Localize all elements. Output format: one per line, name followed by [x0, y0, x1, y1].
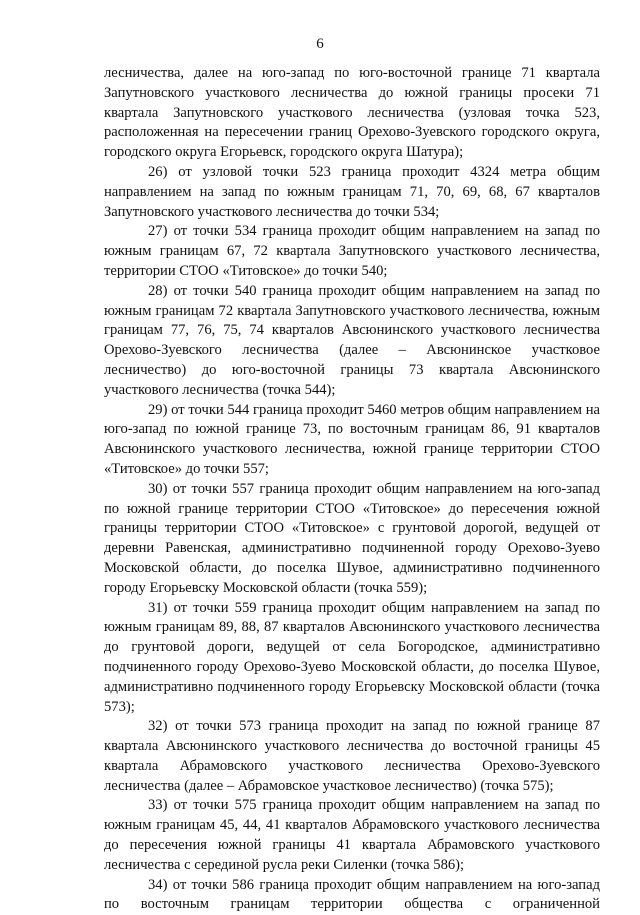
page-number: 6 [316, 36, 324, 52]
paragraph-32: 32) от точки 573 граница проходит на запад по южной границе 87 квартала Авсюнинского участкового лесничества до восточной границы 45 квартала Абрамовского участкового лесничества Орехово-Зуевского лесничества (далее – Абрамовское участковое лесничество) (точка 575); [104, 718, 600, 794]
paragraph-26: 26) от узловой точки 523 граница проходит 4324 метра общим направлением на запад по южным границам 71, 70, 69, 68, 67 кварталов Запутновского участкового лесничества до точки 534; [104, 163, 600, 220]
paragraph-25-continuation: лесничества, далее на юго-запад по юго-восточной границе 71 квартала Запутновского участкового лесничества до южной границы просеки 71 квартала Запутновского участкового лесничества (узловая точка 523, расположенная на пересечении границ Орехово-Зуевского городского округа, городского округа Егорьевск, городского округа Шатура); [104, 65, 600, 161]
paragraph-29: 29) от точки 544 граница проходит 5460 метров общим направлением на юго-запад по южной границе 73, по восточным границам 86, 91 кварталов Авсюнинского участкового лесничества, южной границе территории СТОО «Титовское» до точки 557; [104, 401, 600, 477]
paragraph-27: 27) от точки 534 граница проходит общим направлением на запад по южным границам 67, 72 квартала Запутновского участкового лесничества, территории СТОО «Титовское» до точки 540; [104, 223, 600, 279]
paragraph-31: 31) от точки 559 граница проходит общим направлением на запад по южным границам 89, 88, 87 кварталов Авсюнинского участкового лесничества до грунтовой дороги, ведущей от села Богородское, административно подчиненного городу Орехово-Зуево Московской области, до поселка Шувое, административно подчиненного городу Егорьевску Московской области (точка 573); [104, 599, 600, 715]
paragraph-33: 33) от точки 575 граница проходит общим направлением на запад по южным границам 45, 44, 41 кварталов Абрамовского участкового лесничества до пересечения южной границы 41 квартала Абрамовского участкового лесничества с серединой русла реки Силенки (точка 586); [104, 797, 600, 873]
paragraph-34: 34) от точки 586 граница проходит общим направлением на юго-запад по восточным границам территории общества с ограниченной [104, 876, 600, 913]
paragraph-30: 30) от точки 557 граница проходит общим направлением на юго-запад по южной границе территории СТОО «Титовское» до пересечения южной границы территории СТОО «Титовское» с грунтовой дорогой, ведущей от деревни Равенская, административно подчиненной городу Орехово-Зуево Московской области, до поселка Шувое, административно подчиненного городу Егорьевску Московской области (точка 559); [104, 480, 600, 596]
document-body [104, 64, 600, 915]
paragraph-28: 28) от точки 540 граница проходит общим направлением на запад по южным границам 72 квартала Запутновского участкового лесничества, южным границам 77, 76, 75, 74 кварталов Авсюнинского участкового лесничества Орехово-Зуевского лесничества (далее – Авсюнинское участковое лесничество) до юго-восточной границы 73 квартала Авсюнинского участкового лесничества (точка 544); [104, 282, 600, 398]
